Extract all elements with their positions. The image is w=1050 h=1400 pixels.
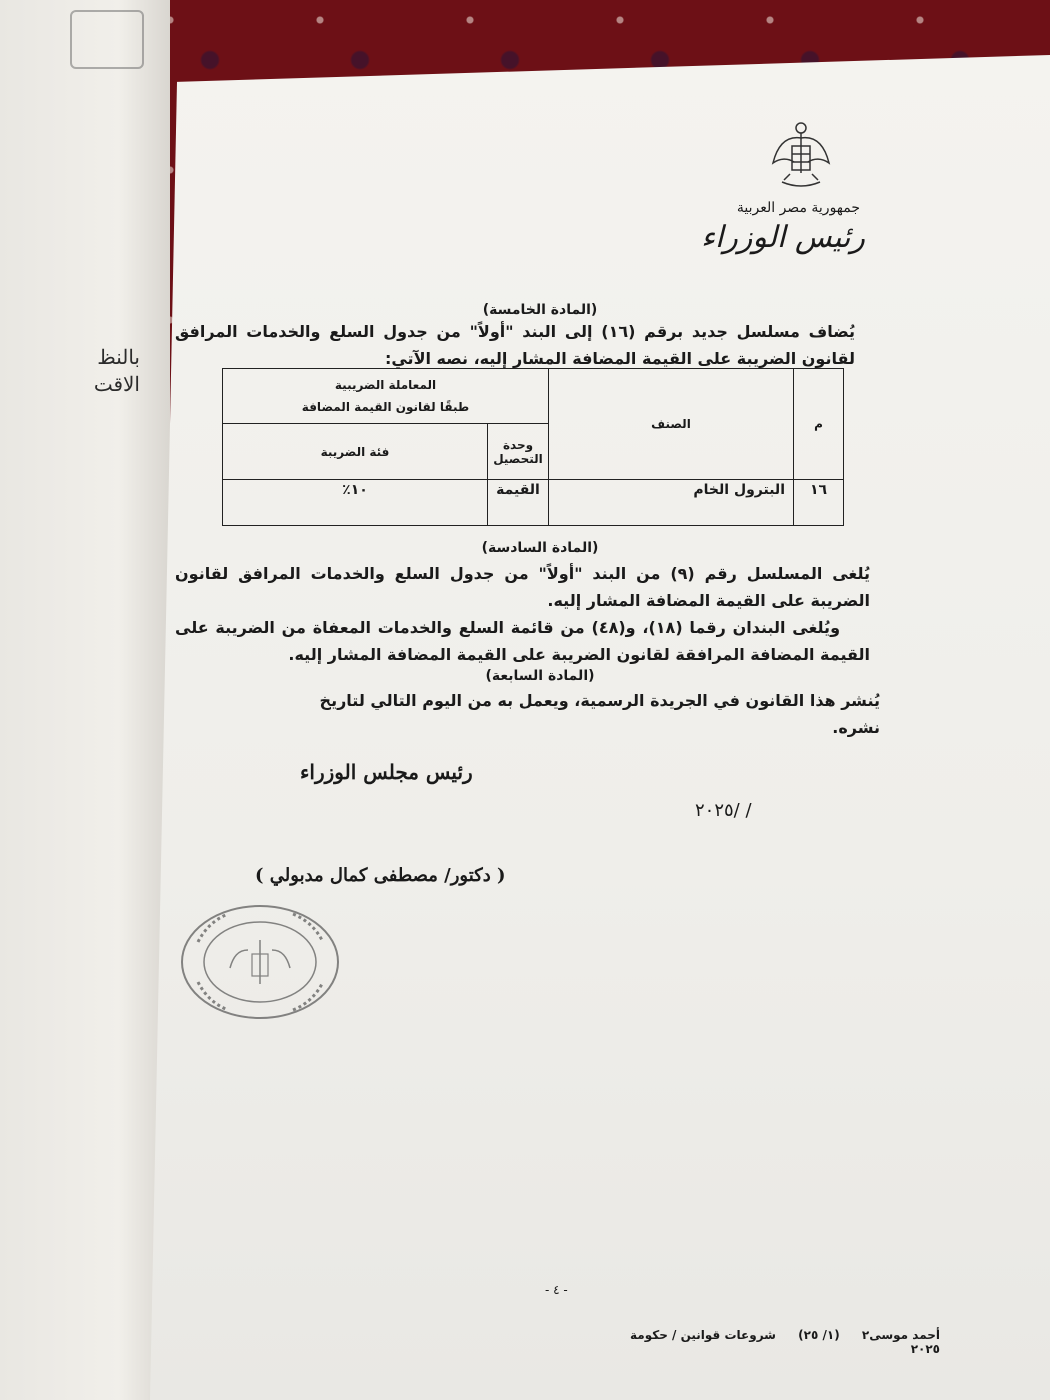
tax-table [222,368,844,526]
page-number: - ٤ - [545,1283,568,1297]
col-treatment-header [223,369,549,424]
eagle-crest-icon [770,118,832,196]
official-stamp-icon [178,902,343,1022]
office-label: رئيس الوزراء [700,220,865,255]
signature-date: / /٢٠٢٥ [695,800,752,821]
left-page-line: الاقت [93,372,140,396]
col-unit-header: وحدة التحصيل [488,424,549,479]
col-no-header: م [794,369,844,480]
article6-text2: ويُلغى البندان رقما (١٨)، و(٤٨) من قائمة السلع والخدمات المعفاة من الضريبة على القيمة المضافة المرافقة لقانون الضريبة على القيمة المضافة المشار إليه. [175,618,870,664]
col-rate-header: فئة الضريبة [223,424,488,479]
signature-title: رئيس مجلس الوزراء [300,760,473,784]
col-treatment-line2: طبقًا لقانون القيمة المضافة [301,400,470,415]
footer [600,1328,940,1356]
col-item-header: الصنف [549,369,794,480]
footer-author: أحمد موسى٢ [861,1328,940,1342]
signature-name: ( دكتور/ مصطفى كمال مدبولي ) [255,865,506,886]
article6-text1: يُلغى المسلسل رقم (٩) من البند "أولاً" من جدول السلع والخدمات المرافق لقانون الضريبة على القيمة المضافة المشار إليه. [175,564,870,610]
col-treatment-line1: المعاملة الضريبية [334,378,437,393]
article7-text: يُنشر هذا القانون في الجريدة الرسمية، ويعمل به من اليوم التالي لتاريخ نشره. [319,691,880,737]
article6-heading: (المادة السادسة) [481,540,599,556]
article5-text: يُضاف مسلسل جديد برقم (١٦) إلى البند "أولاً" من جدول السلع والخدمات المرافق لقانون الضريبة على القيمة المضافة المشار إليه، نصه الآتي: [175,322,856,368]
row-item: البترول الخام [549,479,794,525]
left-page-line: بالنظ [97,345,140,369]
row-unit: القيمة [488,479,549,525]
article7-heading: (المادة السابعة) [485,668,595,684]
article5-heading: (المادة الخامسة) [482,302,598,318]
row-no: ١٦ [794,479,844,525]
footer-desc: شروعات قوانين / حكومة ٢٠٢٥ [630,1328,940,1356]
row-rate: ١٠٪ [223,479,488,525]
footer-ref: (١/ ٢٥) [798,1328,840,1342]
republic-label: جمهورية مصر العربية [736,200,860,216]
